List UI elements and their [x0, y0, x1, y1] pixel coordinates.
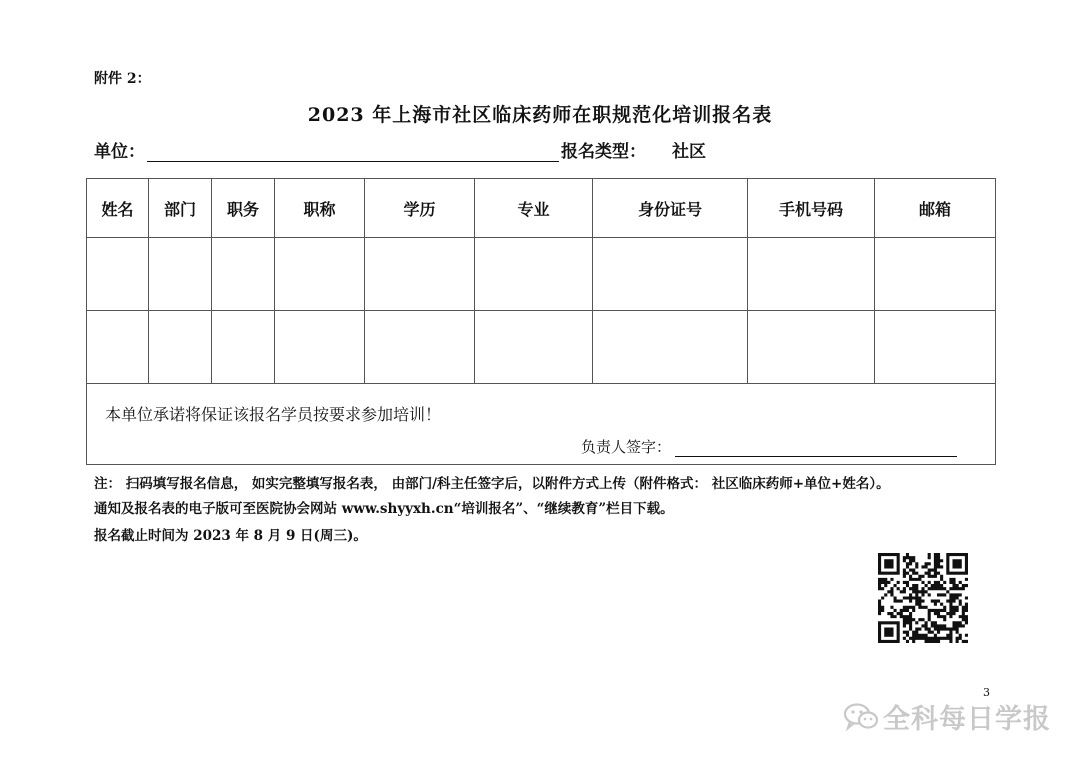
column-header: 专业 [475, 179, 593, 238]
table-cell [475, 238, 593, 311]
note-line: 通知及报名表的电子版可至医院协会网站 www.shyyxh.cn“培训报名”、“继续教育”栏目下载。 [94, 501, 674, 517]
note-line: 注： 扫码填写报名信息， 如实完整填写报名表， 由部门/科主任签字后，以附件方式上传（附件格式： 社区临床药师+单位+姓名）。 [94, 476, 890, 492]
column-header: 部门 [149, 179, 212, 238]
column-header: 职称 [275, 179, 365, 238]
registration-table [86, 178, 996, 465]
unit-row [94, 137, 706, 162]
column-header: 身份证号 [593, 179, 748, 238]
table-cell [475, 311, 593, 384]
type-value: 社区 [672, 142, 706, 162]
column-header: 邮箱 [875, 179, 996, 238]
watermark-text: 全科每日学报 [883, 704, 1051, 735]
table-cell [593, 238, 748, 311]
table-cell [275, 311, 365, 384]
table-cell [212, 311, 275, 384]
note-line: 报名截止时间为 2023 年 8 月 9 日(周三)。 [94, 528, 367, 544]
table-cell [149, 238, 212, 311]
table-header-row [87, 179, 996, 238]
table-cell [365, 238, 475, 311]
signature-label: 负责人签字： [581, 438, 672, 456]
column-header: 职务 [212, 179, 275, 238]
table-cell [87, 311, 149, 384]
table-cell [748, 238, 875, 311]
table-row [87, 238, 996, 311]
type-label: 报名类型： [561, 142, 646, 162]
form-title: 2023 年上海市社区临床药师在职规范化培训报名表 [307, 104, 773, 126]
column-header: 学历 [365, 179, 475, 238]
pledge-row [87, 384, 996, 465]
pledge-text: 本单位承诺将保证该报名学员按要求参加培训！ [105, 405, 442, 424]
pledge-cell [87, 384, 996, 465]
column-header: 姓名 [87, 179, 149, 238]
table-cell [149, 311, 212, 384]
table-cell [212, 238, 275, 311]
unit-blank-line [147, 143, 559, 162]
attachment-label: 附件 2： [94, 71, 151, 87]
signature-line [581, 436, 957, 457]
watermark [843, 697, 1051, 736]
page-number: 3 [983, 686, 990, 699]
table-cell [875, 311, 996, 384]
unit-label: 单位： [94, 142, 145, 162]
table-cell [87, 238, 149, 311]
qr-code-icon [878, 553, 968, 643]
table-row [87, 311, 996, 384]
table-cell [275, 238, 365, 311]
column-header: 手机号码 [748, 179, 875, 238]
wechat-logo-icon [843, 702, 879, 732]
table-cell [593, 311, 748, 384]
signature-blank [675, 440, 957, 457]
table-cell [365, 311, 475, 384]
table-cell [875, 238, 996, 311]
table-cell [748, 311, 875, 384]
